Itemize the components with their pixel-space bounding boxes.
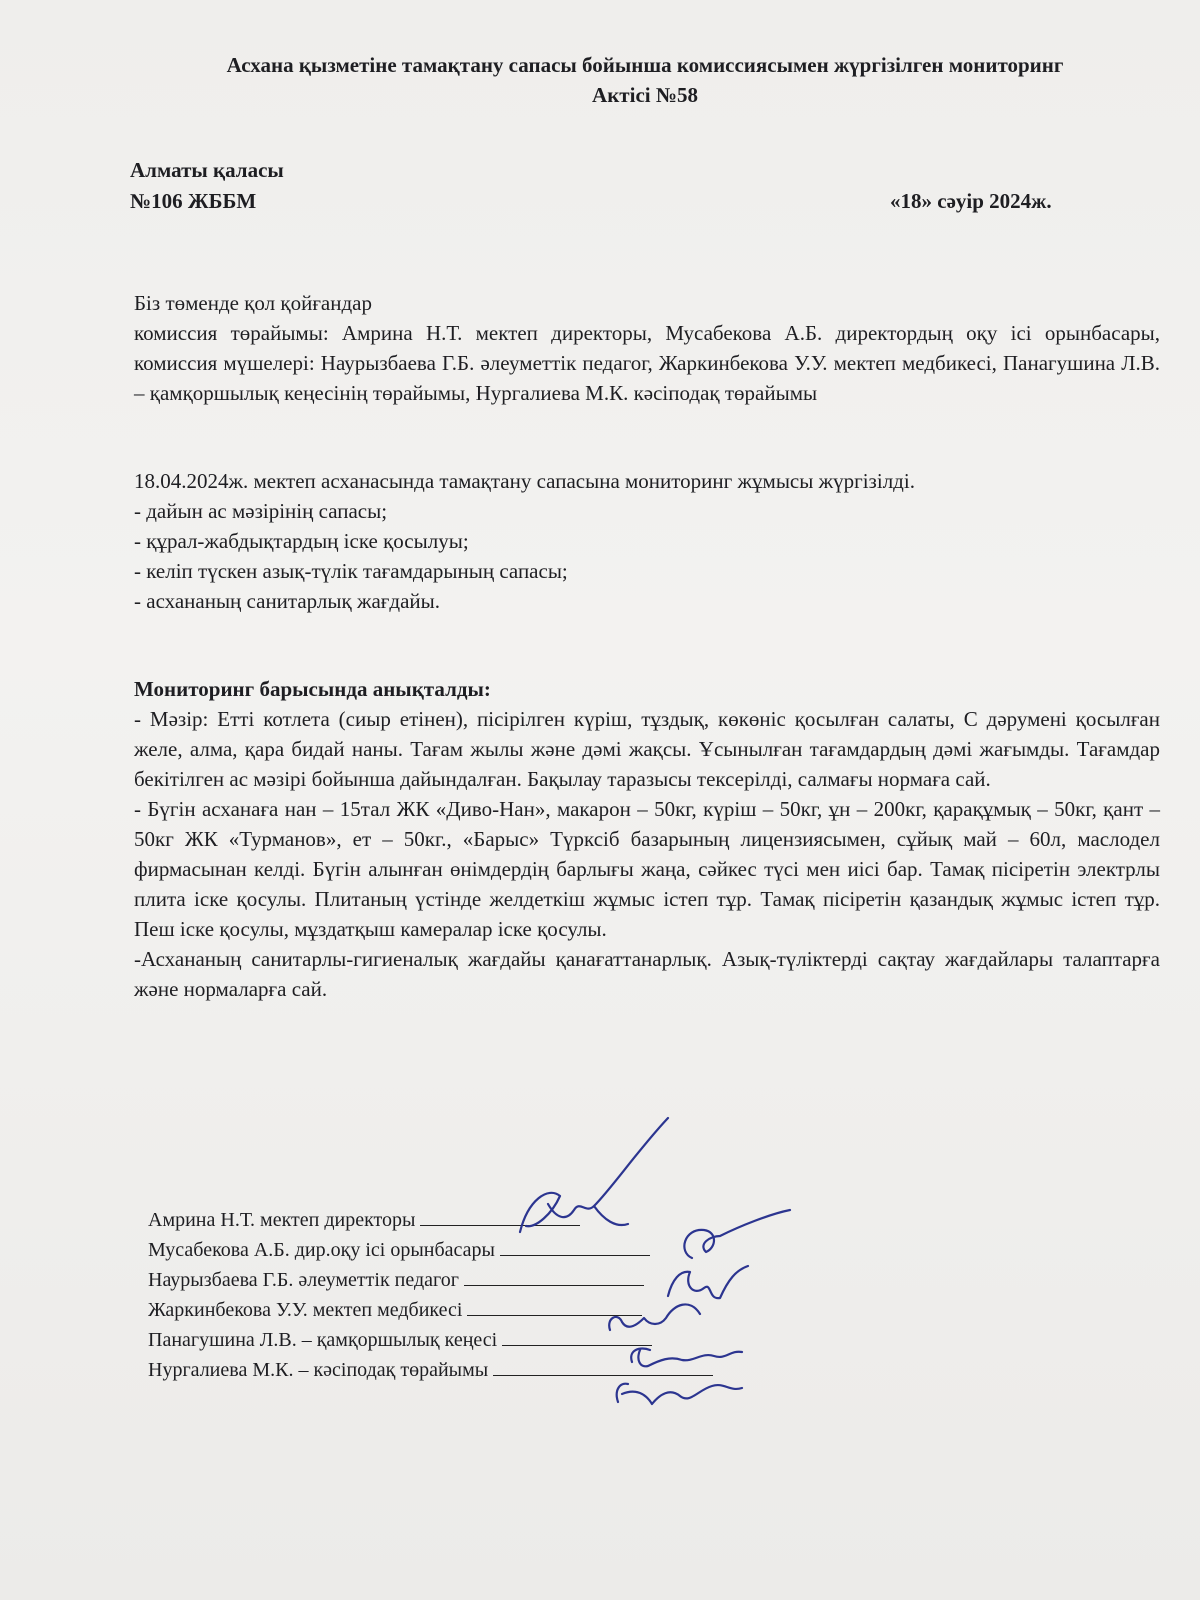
signature-line — [420, 1203, 580, 1226]
signature-line — [500, 1233, 650, 1256]
signature-union-icon — [617, 1384, 742, 1404]
findings-paragraph: - Бүгін асханаға нан – 15тал ЖК «Диво-Нан», макарон – 50кг, күріш – 50кг, ұн – 200кг, қарақұмық – 50кг, қант – 50кг ЖК «Турманов», ет – 50кг., «Барыс» Түрксіб базарының лицензиясымен, сұйық май – 60л, маслодел фирмасынан келді. Бүгін алынған өнімдердің барлығы жаңа, сәйкес түсі мен иісі бар. Тамақ пісіретін электрлы плита іске қосулы. Плитаның үстінде желдеткіш жұмыс істеп тұр. Тамақ пісіретін қазандық жұмыс істеп тұр. Пеш іске қосулы, мұздатқыш камералар іске қосулы. — [134, 797, 1160, 941]
signature-row — [148, 1293, 713, 1323]
signature-line — [467, 1293, 642, 1316]
signatory-name: Панагушина Л.В. – қамқоршылық кеңесі — [148, 1329, 498, 1351]
findings-section — [134, 674, 1160, 1004]
document-title — [130, 50, 1160, 110]
signature-line — [493, 1353, 713, 1376]
signature-row — [148, 1233, 713, 1263]
findings-title: Мониторинг барысында анықталды: — [134, 677, 491, 701]
intro-section — [134, 288, 1160, 408]
signatory-name: Нургалиева М.К. – кәсіподақ төрайымы — [148, 1359, 489, 1381]
commission-members: комиссия төрайымы: Амрина Н.Т. мектеп директоры, Мусабекова А.Б. директордың оқу ісі орынбасары, комиссия мүшелері: Наурызбаева Г.Б. әлеуметтік педагог, Жаркинбекова У.У. мектеп медбикесі, Панагушина Л.В. – қамқоршылық кеңесінің төрайымы, Нургалиева М.К. кәсіподақ төрайымы — [134, 321, 1160, 405]
signature-row — [148, 1323, 713, 1353]
monitoring-statement: 18.04.2024ж. мектеп асханасында тамақтану сапасына мониторинг жұмысы жүргізілді. — [134, 469, 915, 493]
title-line-1: Асхана қызметіне тамақтану сапасы бойынша комиссиясымен жүргізілген мониторинг — [226, 53, 1064, 77]
list-item: - келіп түскен азық-түлік тағамдарының сапасы; — [134, 559, 568, 583]
title-line-2: Актісі №58 — [592, 83, 698, 107]
signatory-name: Амрина Н.Т. мектеп директоры — [148, 1209, 416, 1231]
signature-line — [464, 1263, 644, 1286]
intro-lead: Біз төменде қол қойғандар — [134, 291, 372, 315]
monitoring-section — [134, 466, 1160, 616]
findings-paragraph: - Мәзір: Етті котлета (сиыр етінен), пісірілген күріш, тұздық, көкөніс қосылған салаты, С дәрумені қосылған желе, алма, қара бидай наны. Тағам жылы және дәмі жақсы. Ұсынылған тағамдардың дәмі жағымды. Тағамдар бекітілген ас мәзірі бойынша дайындалған. Бақылау таразысы тексерілді, салмағы нормаға сай. — [134, 707, 1160, 791]
signatory-name: Мусабекова А.Б. дир.оқу ісі орынбасары — [148, 1239, 495, 1261]
city-label: Алматы қаласы — [130, 158, 284, 182]
signatures-block — [148, 1203, 713, 1383]
list-item: - құрал-жабдықтардың іске қосылуы; — [134, 529, 469, 553]
list-item: - асхананың санитарлық жағдайы. — [134, 589, 440, 613]
signature-line — [502, 1323, 652, 1346]
signature-row — [148, 1263, 713, 1293]
document-date: «18» сәуір 2024ж. — [890, 189, 1052, 213]
signatory-name: Жаркинбекова У.У. мектеп медбикесі — [148, 1299, 463, 1321]
list-item: - дайын ас мәзірінің сапасы; — [134, 499, 388, 523]
signature-row — [148, 1353, 713, 1383]
findings-paragraph: -Асхананың санитарлы-гигиеналық жағдайы қанағаттанарлық. Азық-түліктерді сақтау жағдайлары талаптарға және нормаларға сай. — [134, 947, 1160, 1001]
signature-row — [148, 1203, 713, 1233]
signatory-name: Наурызбаева Г.Б. әлеуметтік педагог — [148, 1269, 459, 1291]
school-label: №106 ЖББМ — [130, 189, 257, 213]
